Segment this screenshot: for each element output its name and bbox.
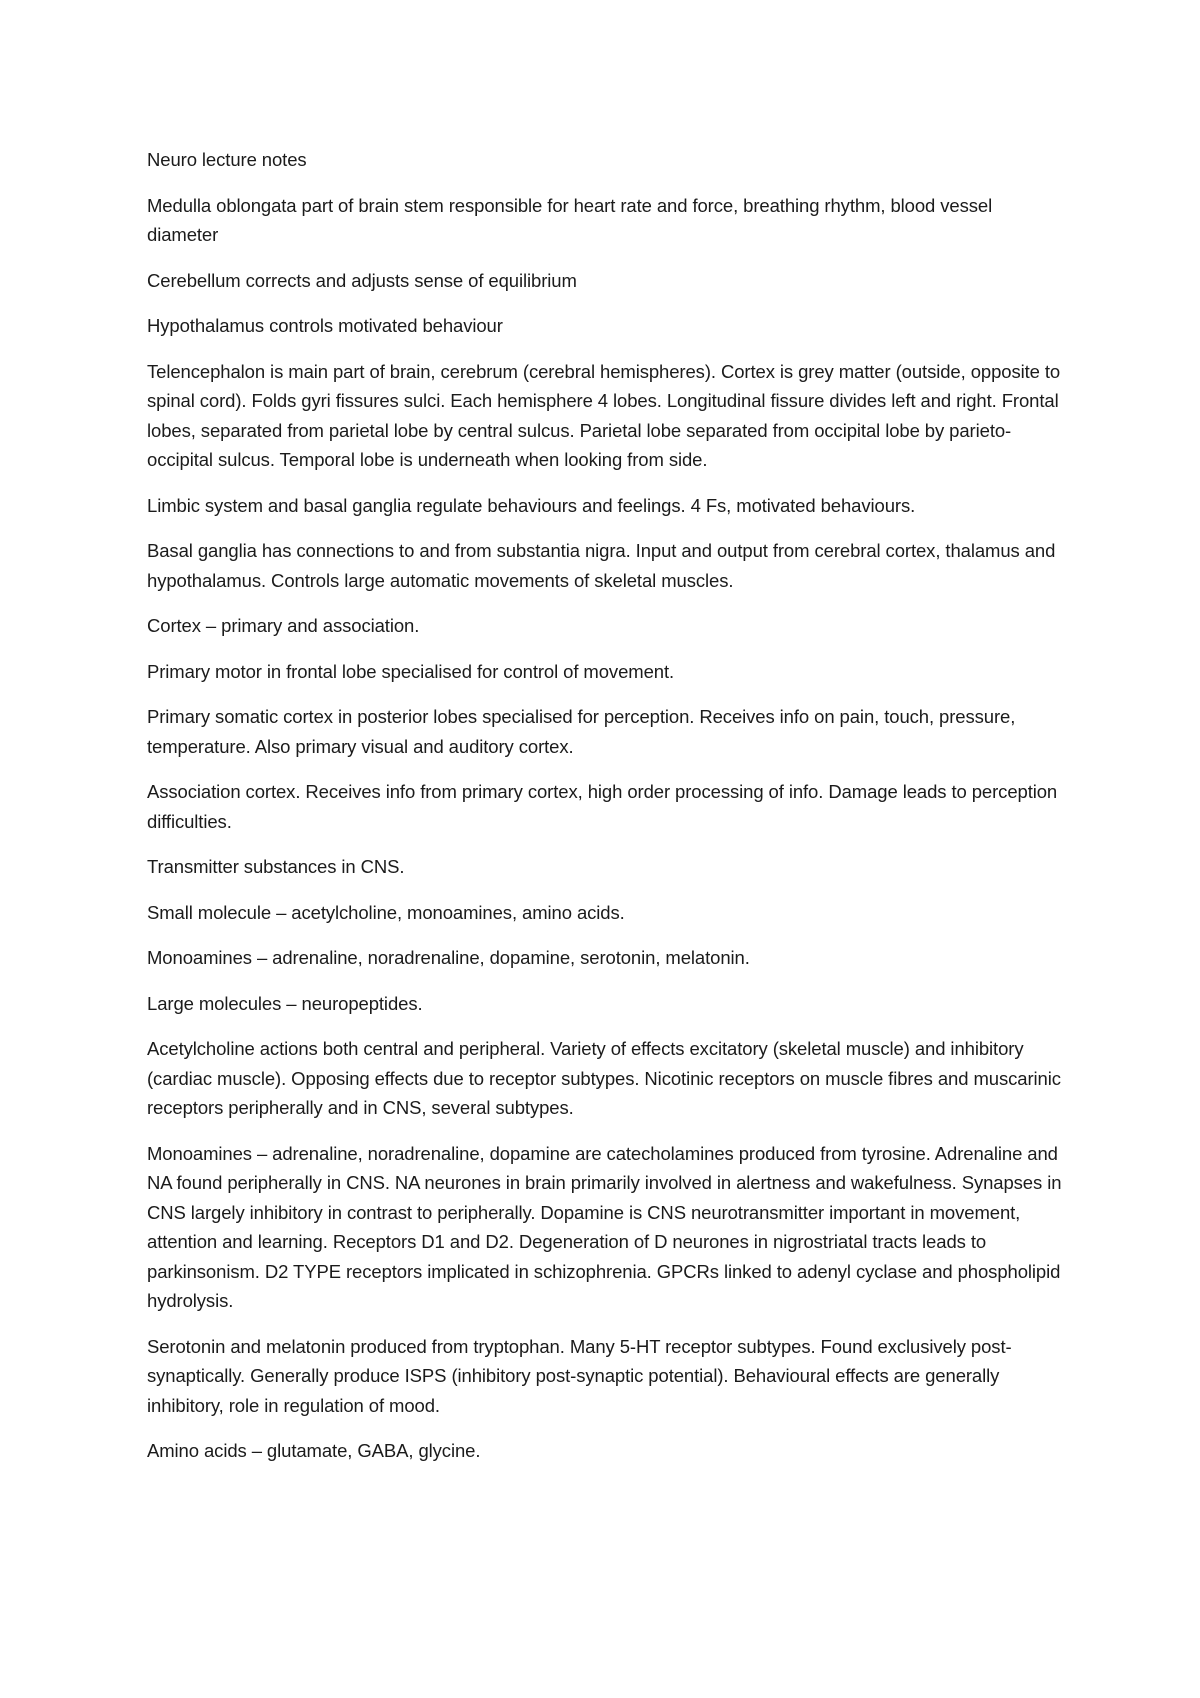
paragraph-medulla: Medulla oblongata part of brain stem responsible for heart rate and force, breathing rhythm, blood vessel diameter bbox=[147, 194, 993, 245]
paragraph-primary-motor: Primary motor in frontal lobe specialised for control of movement. bbox=[147, 660, 675, 682]
paragraph-cerebellum: Cerebellum corrects and adjusts sense of equilibrium bbox=[147, 269, 577, 291]
paragraph-primary-somatic: Primary somatic cortex in posterior lobes specialised for perception. Receives info on pain, touch, pressure, temperature. Also primary visual and auditory cortex. bbox=[147, 706, 1016, 757]
paragraph-association-cortex: Association cortex. Receives info from primary cortex, high order processing of info. Damage leads to perception difficulties. bbox=[147, 781, 1058, 832]
document-body bbox=[147, 145, 1067, 1482]
paragraph-cortex: Cortex – primary and association. bbox=[147, 615, 420, 636]
paragraph-transmitter-substances: Transmitter substances in CNS. bbox=[147, 856, 405, 877]
paragraph-small-molecule: Small molecule – acetylcholine, monoamines, amino acids. bbox=[147, 901, 625, 923]
paragraph-hypothalamus: Hypothalamus controls motivated behaviour bbox=[147, 315, 503, 336]
paragraph-serotonin: Serotonin and melatonin produced from tryptophan. Many 5-HT receptor subtypes. Found exclusively post-synaptically. Generally produce ISPS (inhibitory post-synaptic potential). Behavioural effects are generally inhibitory, role in regulation of mood. bbox=[147, 1335, 1012, 1416]
paragraph-monoamines-list: Monoamines – adrenaline, noradrenaline, dopamine, serotonin, melatonin. bbox=[147, 947, 750, 968]
paragraph-amino-acids: Amino acids – glutamate, GABA, glycine. bbox=[147, 1440, 481, 1461]
paragraph-acetylcholine: Acetylcholine actions both central and peripheral. Variety of effects excitatory (skeletal muscle) and inhibitory (cardiac muscle). Opposing effects due to receptor subtypes. Nicotinic receptors on muscle fibres and muscarinic receptors peripherally and in CNS, several subtypes. bbox=[147, 1038, 1061, 1118]
document-title: Neuro lecture notes bbox=[147, 149, 307, 170]
paragraph-large-molecules: Large molecules – neuropeptides. bbox=[147, 992, 423, 1014]
paragraph-basal-ganglia: Basal ganglia has connections to and from substantia nigra. Input and output from cerebral cortex, thalamus and hypothalamus. Controls large automatic movements of skeletal muscles. bbox=[147, 540, 1056, 591]
paragraph-telencephalon: Telencephalon is main part of brain, cerebrum (cerebral hemispheres). Cortex is grey matter (outside, opposite to spinal cord). Folds gyri fissures sulci. Each hemisphere 4 lobes. Longitudinal fissure divides left and right. Frontal lobes, separated from parietal lobe by central sulcus. Parietal lobe separated from occipital lobe by parieto-occipital sulcus. Temporal lobe is underneath when looking from side. bbox=[147, 360, 1061, 470]
paragraph-monoamines-detail: Monoamines – adrenaline, noradrenaline, dopamine are catecholamines produced from tyrosine. Adrenaline and NA found peripherally in CNS. NA neurones in brain primarily involved in alertness and wakefulness. Synapses in CNS largely inhibitory in contrast to peripherally. Dopamine is CNS neurotransmitter important in movement, attention and learning. Receptors D1 and D2. Degeneration of D neurones in nigrostriatal tracts leads to parkinsonism. D2 TYPE receptors implicated in schizophrenia. GPCRs linked to adenyl cyclase and phospholipid hydrolysis. bbox=[147, 1142, 1062, 1311]
paragraph-limbic-system: Limbic system and basal ganglia regulate behaviours and feelings. 4 Fs, motivated behaviours. bbox=[147, 494, 916, 516]
